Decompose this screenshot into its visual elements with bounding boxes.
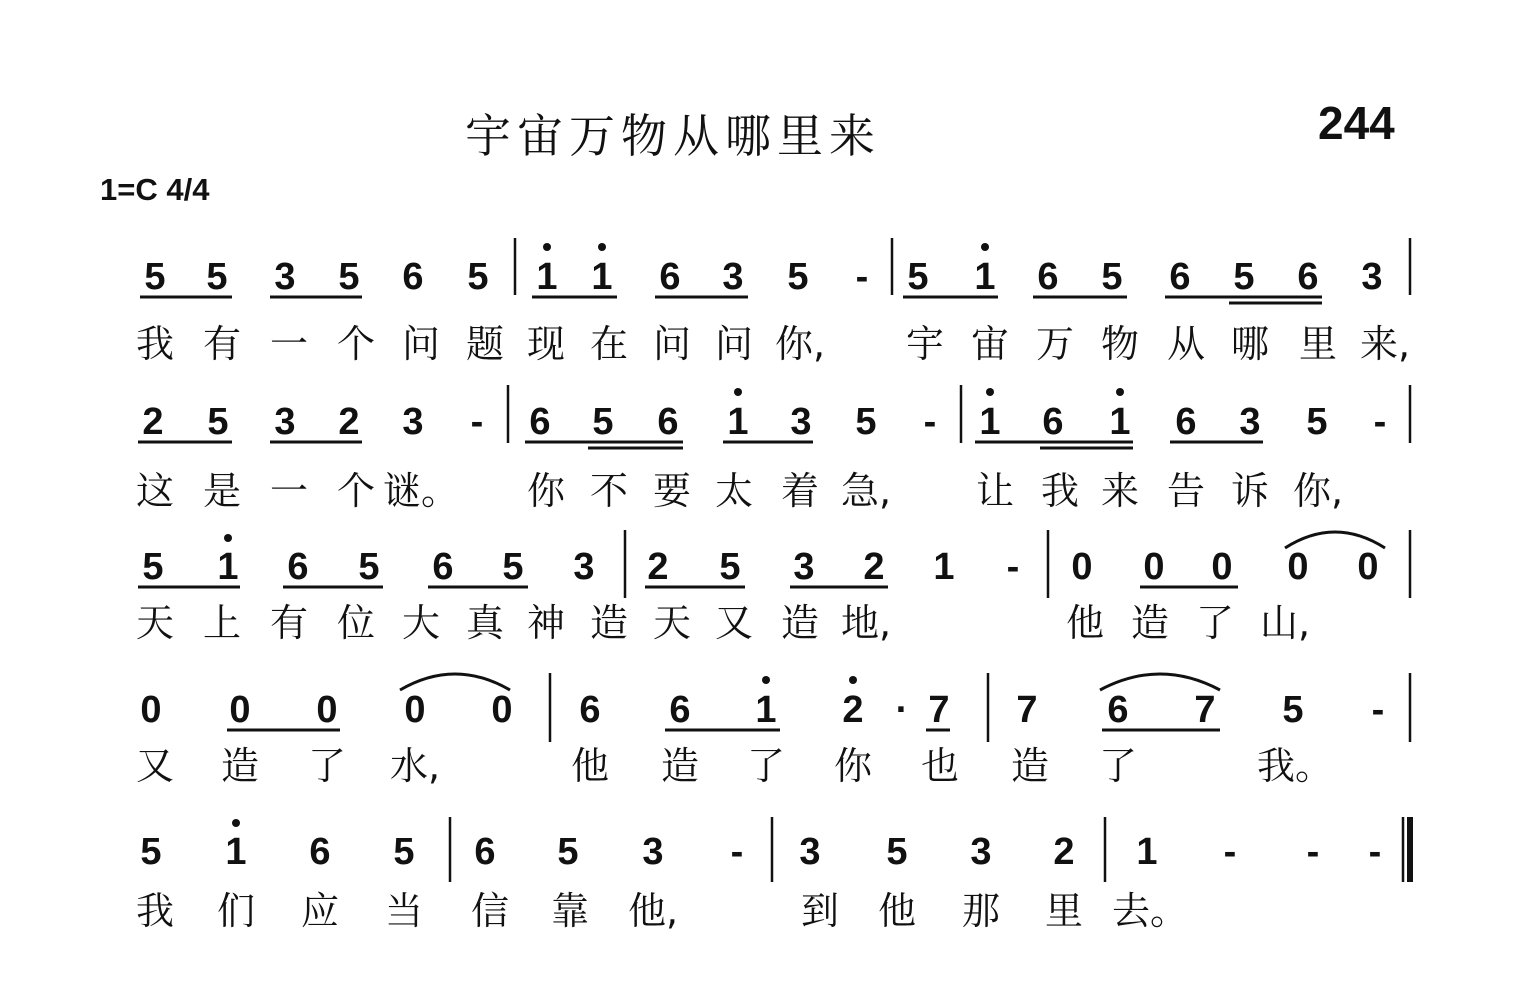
note: 5	[907, 256, 929, 298]
lyric-char: 造	[1010, 744, 1050, 788]
octave-dot	[232, 819, 240, 827]
lyric-char: 一	[269, 469, 309, 513]
note: 6	[659, 256, 681, 298]
lyric-char: 造	[780, 601, 820, 645]
note: 3	[970, 831, 992, 873]
note: 3	[1361, 256, 1383, 298]
octave-dot	[849, 676, 857, 684]
note: 0	[1211, 546, 1233, 588]
note: 2	[142, 401, 164, 443]
note: 5	[144, 256, 166, 298]
lyric-char: 也	[920, 744, 960, 788]
note: 6	[529, 401, 551, 443]
lyric-char: 又	[714, 601, 754, 645]
note: 2	[863, 546, 885, 588]
lyric-char: 水,	[389, 744, 441, 788]
note: 2	[647, 546, 669, 588]
lyric-char: 急,	[840, 469, 892, 513]
lyric-char: 个	[336, 322, 376, 366]
note: 3	[573, 546, 595, 588]
note: 5	[142, 546, 164, 588]
lyric-char: 大	[401, 601, 441, 645]
octave-dot	[224, 534, 232, 542]
lyric-char: 你,	[774, 322, 826, 366]
lyric-char: 你	[526, 469, 566, 513]
lyric-char: 造	[1130, 601, 1170, 645]
note: 3	[274, 401, 296, 443]
note: 1	[755, 689, 777, 731]
lyric-char: 他,	[627, 889, 679, 933]
note: 6	[669, 689, 691, 731]
note: 1	[217, 546, 239, 588]
note: 5	[1233, 256, 1255, 298]
lyric-char: 在	[589, 322, 629, 366]
note: 6	[1107, 689, 1129, 731]
note: 5	[502, 546, 524, 588]
lyric-char: 造	[589, 601, 629, 645]
lyric-char: 里	[1298, 322, 1338, 366]
octave-dot	[543, 243, 551, 251]
lyric-char: 造	[220, 744, 260, 788]
note: 6	[1042, 401, 1064, 443]
note: 6	[287, 546, 309, 588]
lyric-char: 问	[714, 322, 754, 366]
lyric-char: 不	[589, 469, 629, 513]
lyric-char: 天	[135, 601, 175, 645]
note: 6	[1169, 256, 1191, 298]
lyric-char: 们	[216, 889, 256, 933]
note: -	[730, 831, 744, 873]
lyric-char: 他	[570, 744, 610, 788]
lyric-char: 他	[1065, 601, 1105, 645]
note: 6	[474, 831, 496, 873]
octave-dot	[981, 243, 989, 251]
note: 5	[338, 256, 360, 298]
note: 5	[1101, 256, 1123, 298]
lyric-char: 题	[465, 322, 505, 366]
lyric-char: 问	[401, 322, 441, 366]
octave-dot	[986, 388, 994, 396]
lyric-char: 那	[961, 889, 1001, 933]
note: 0	[1143, 546, 1165, 588]
note: 5	[140, 831, 162, 873]
note: 6	[432, 546, 454, 588]
note: 1	[225, 831, 247, 873]
lyric-char: 上	[202, 601, 242, 645]
lyric-char: 从	[1166, 322, 1206, 366]
note: 0	[491, 689, 513, 731]
note: 5	[787, 256, 809, 298]
lyric-char: 我	[135, 889, 175, 933]
note: 3	[274, 256, 296, 298]
note: 5	[1306, 401, 1328, 443]
tie-arc	[1100, 674, 1220, 690]
lyric-char: 去。	[1111, 889, 1189, 933]
lyric-char: 又	[135, 744, 175, 788]
lyric-char: 来,	[1359, 322, 1411, 366]
note: -	[1373, 401, 1387, 443]
lyric-char: 信	[470, 889, 510, 933]
note: 6	[657, 401, 679, 443]
note: 5	[855, 401, 877, 443]
lyric-char: 太	[714, 469, 754, 513]
lyric-char: 地,	[840, 601, 892, 645]
note: -	[923, 401, 937, 443]
note: 2	[338, 401, 360, 443]
note: 7	[928, 689, 950, 731]
lyric-char: 是	[202, 469, 242, 513]
note: -	[1371, 689, 1385, 731]
note: 5	[1282, 689, 1304, 731]
note: 0	[404, 689, 426, 731]
lyric-char: 到	[800, 889, 840, 933]
note: 5	[358, 546, 380, 588]
lyric-char: 他	[877, 889, 917, 933]
lyric-char: 我	[135, 322, 175, 366]
key-signature: 1=C 4/4	[100, 172, 210, 207]
lyric-char: 我。	[1256, 744, 1334, 788]
lyric-char: 诉	[1230, 469, 1270, 513]
note: 6	[402, 256, 424, 298]
lyric-char: 我	[1040, 469, 1080, 513]
lyric-char: 真	[465, 601, 505, 645]
note: 1	[1136, 831, 1158, 873]
hymn-title: 宇宙万物从哪里来	[465, 109, 881, 163]
note: 0	[316, 689, 338, 731]
lyric-char: 天	[652, 601, 692, 645]
note: 1	[536, 256, 558, 298]
note: 7	[1016, 689, 1038, 731]
lyric-char: 应	[300, 889, 340, 933]
note: 1	[727, 401, 749, 443]
note: 6	[579, 689, 601, 731]
note: 5	[557, 831, 579, 873]
note: -	[1306, 831, 1320, 873]
lyric-char: 位	[336, 601, 376, 645]
note: 1	[979, 401, 1001, 443]
tie-arc	[400, 674, 510, 690]
note: 0	[140, 689, 162, 731]
octave-dot	[734, 388, 742, 396]
note: 3	[799, 831, 821, 873]
note: 3	[793, 546, 815, 588]
note: 1	[974, 256, 996, 298]
note: 5	[467, 256, 489, 298]
lyric-char: 一	[269, 322, 309, 366]
lyric-char: 山,	[1259, 601, 1311, 645]
note: 5	[206, 256, 228, 298]
lyric-char: 哪	[1230, 322, 1270, 366]
lyric-char: 问	[652, 322, 692, 366]
lyric-char: 个	[336, 469, 376, 513]
note: 2	[842, 689, 864, 731]
lyric-char: 当	[384, 889, 424, 933]
note: ·	[895, 689, 909, 731]
lyric-char: 了	[307, 744, 347, 788]
note: 3	[790, 401, 812, 443]
note: -	[1223, 831, 1237, 873]
note: 0	[1071, 546, 1093, 588]
lyric-char: 有	[269, 601, 309, 645]
octave-dot	[598, 243, 606, 251]
note: 5	[886, 831, 908, 873]
lyric-char: 神	[526, 601, 566, 645]
note: 6	[1297, 256, 1319, 298]
lyric-char: 造	[660, 744, 700, 788]
note: 1	[1109, 401, 1131, 443]
note: 3	[402, 401, 424, 443]
lyric-char: 着	[780, 469, 820, 513]
octave-dot	[1116, 388, 1124, 396]
note: 1	[933, 546, 955, 588]
note: 7	[1194, 689, 1216, 731]
lyric-char: 告	[1166, 469, 1206, 513]
lyric-char: 靠	[550, 889, 590, 933]
note: 0	[1287, 546, 1309, 588]
lyric-char: 你,	[1292, 469, 1344, 513]
lyric-char: 了	[746, 744, 786, 788]
lyric-char: 了	[1195, 601, 1235, 645]
hymn-number: 244	[1318, 97, 1395, 149]
note: 6	[1037, 256, 1059, 298]
lyric-char: 现	[526, 322, 566, 366]
note: -	[1368, 831, 1382, 873]
lyric-char: 里	[1044, 889, 1084, 933]
lyric-char: 宙	[970, 322, 1010, 366]
lyric-char: 谜。	[382, 469, 460, 513]
lyric-char: 来	[1100, 469, 1140, 513]
octave-dot	[762, 676, 770, 684]
note: 5	[393, 831, 415, 873]
note: 5	[719, 546, 741, 588]
lyric-char: 你	[833, 744, 873, 788]
lyric-char: 物	[1100, 322, 1140, 366]
note: 3	[722, 256, 744, 298]
note: 1	[591, 256, 613, 298]
note: 0	[229, 689, 251, 731]
lyric-char: 万	[1035, 322, 1075, 366]
lyric-char: 这	[135, 469, 175, 513]
note: 6	[309, 831, 331, 873]
lyric-char: 要	[652, 469, 692, 513]
note: 2	[1053, 831, 1075, 873]
note: 3	[1239, 401, 1261, 443]
lyric-char: 有	[202, 322, 242, 366]
note: -	[855, 256, 869, 298]
note: -	[470, 401, 484, 443]
note: 3	[642, 831, 664, 873]
note: 0	[1357, 546, 1379, 588]
lyric-char: 了	[1098, 744, 1138, 788]
note: 6	[1175, 401, 1197, 443]
lyric-char: 让	[975, 469, 1015, 513]
note: 5	[207, 401, 229, 443]
note: 5	[592, 401, 614, 443]
note: -	[1006, 546, 1020, 588]
lyric-char: 宇	[905, 322, 945, 366]
